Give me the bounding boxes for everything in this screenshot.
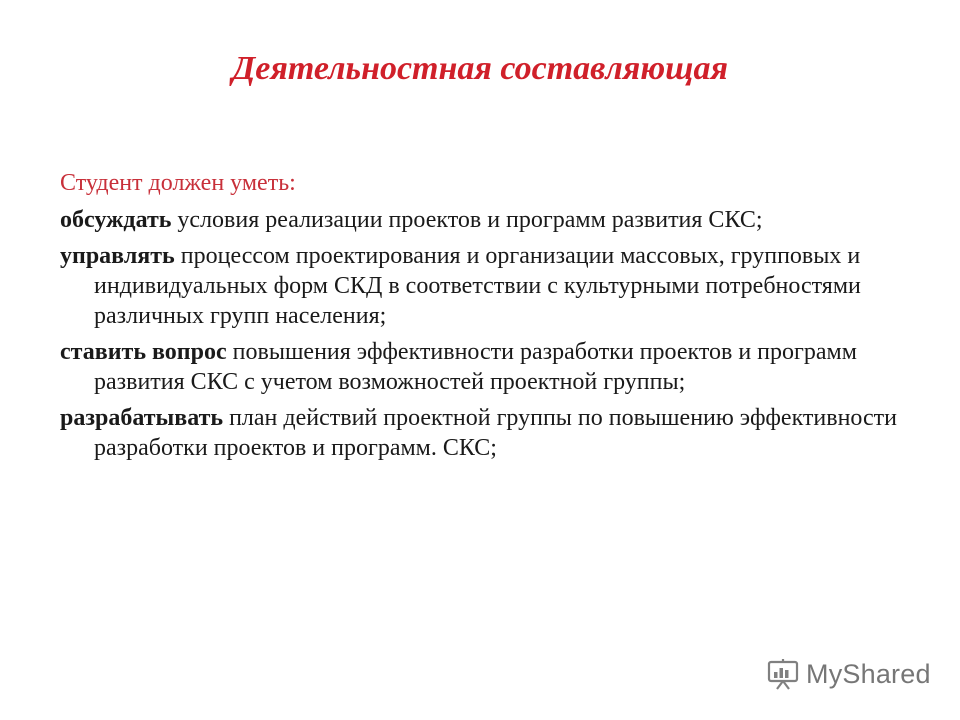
watermark — [766, 656, 931, 692]
slide-title: Деятельностная составляющая — [232, 50, 728, 87]
item-verb: управлять — [60, 243, 175, 269]
intro-text: Студент должен уметь: — [60, 170, 296, 196]
item-text: план действий проектной группы по повышению эффективности разработки проектов и программ. СКС; — [94, 405, 898, 461]
item-verb: обсуждать — [60, 207, 172, 233]
list-item — [60, 205, 900, 235]
item-text: повышения эффективности разработки проектов и программ развития СКС с учетом возможностей проектной группы; — [94, 339, 857, 395]
watermark-text: MyShared — [806, 658, 931, 689]
item-text: условия реализации проектов и программ развития СКС; — [171, 207, 763, 233]
list-item — [60, 337, 900, 397]
projector-screen-icon — [766, 657, 800, 691]
item-verb: разрабатывать — [60, 405, 224, 431]
list-item — [60, 241, 900, 331]
item-text: процессом проектирования и организации массовых, групповых и индивидуальных форм СКД в соответствии с культурными потребностями различных групп населения; — [94, 243, 861, 329]
item-verb: ставить вопрос — [60, 339, 227, 365]
slide-content — [60, 168, 900, 469]
list-item — [60, 403, 900, 463]
